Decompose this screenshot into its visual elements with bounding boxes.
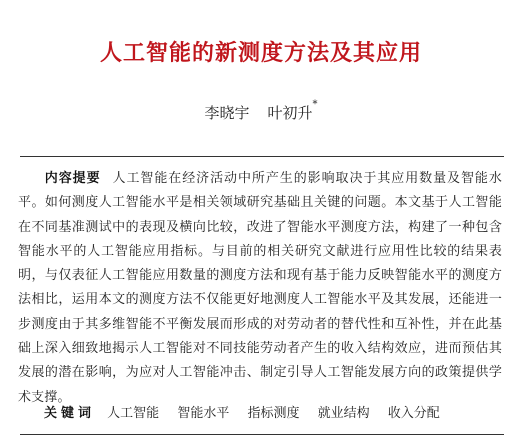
keyword: 人工智能 <box>107 406 160 421</box>
author-name: 李晓宇 <box>204 104 250 122</box>
keyword: 智能水平 <box>177 406 230 421</box>
paper-title: 人工智能的新测度方法及其应用 <box>99 41 422 66</box>
top-divider <box>20 156 504 157</box>
keyword: 指标测度 <box>247 406 300 421</box>
bottom-divider <box>20 434 504 435</box>
keyword: 收入分配 <box>387 406 440 421</box>
keywords-label: 关键词 <box>44 406 96 421</box>
abstract-text: 人工智能在经济活动中所产生的影响取决于其应用数量及智能水平。如何测度人工智能水平是相关领域研究基础且关键的问题。本文基于人工智能在不同基准测试中的表现及横向比较，改进了智能水平测度方法，构建了一种包含智能水平的人工智能应用指标。与目前的相关研究文献进行应用性比较的结果表明，与仅表征人工智能应用数量的测度方法和现有基于能力反映智能水平的测度方法相比，运用本文的测度方法不仅能更好地测度人工智能水平及其发展，还能进一步测度由于其多维智能不平衡发展而形成的对劳动者的替代性和互补性，并在此基础上深入细致地揭示人工智能对不同技能劳动者产生的收入结构效应，进而预估其发展的潜在影响，为应对人工智能冲击、制定引导人工智能发展方向的政策提供学术支撑。 <box>18 171 502 405</box>
keyword: 就业结构 <box>317 406 370 421</box>
abstract-block <box>18 167 502 410</box>
keywords-line <box>44 402 504 421</box>
author-line <box>0 99 522 123</box>
author-name: 叶初升 <box>267 104 313 122</box>
author-footnote-mark: * <box>312 99 318 110</box>
abstract-label: 内容提要 <box>44 171 101 186</box>
